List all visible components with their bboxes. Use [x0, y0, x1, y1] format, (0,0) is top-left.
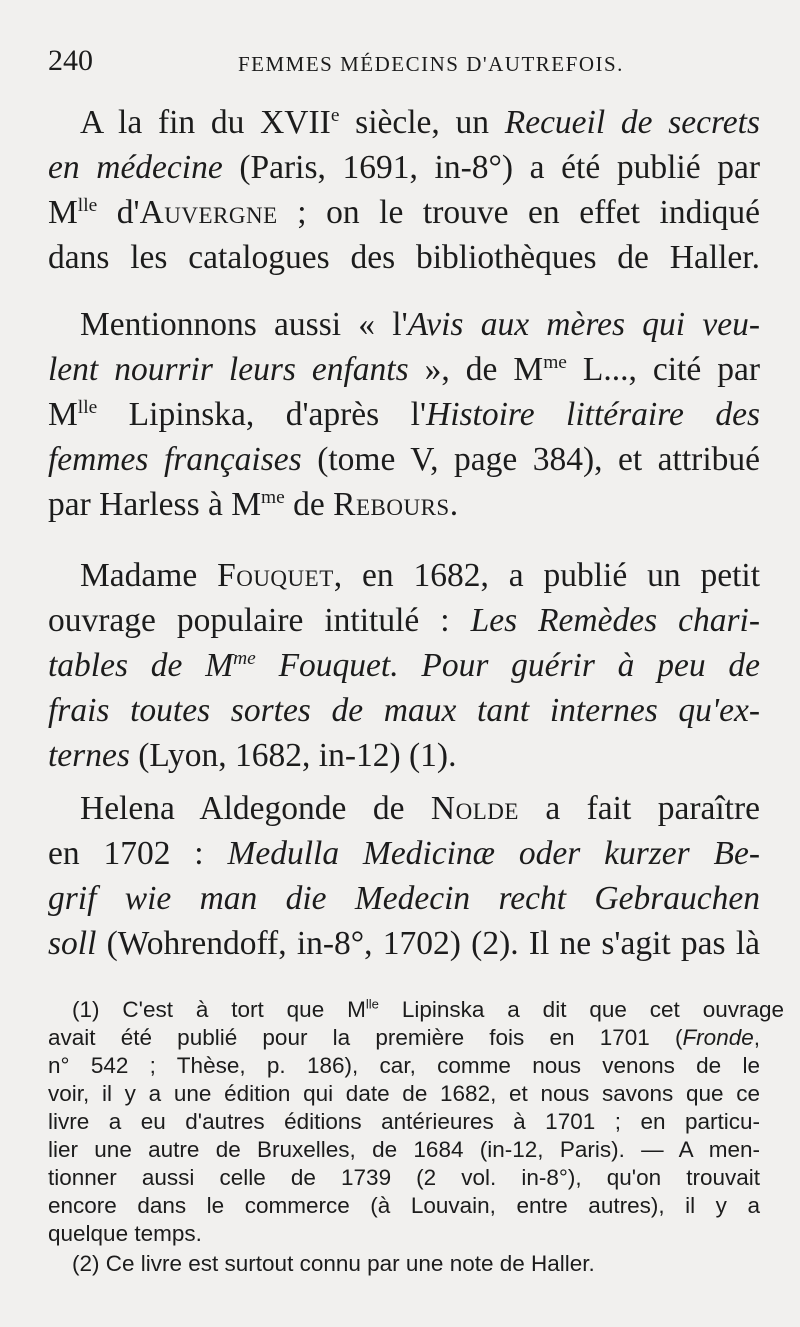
fn1-line-1: (1) C'est à tort que $M^{lle}$ Lipinska a dit que cet ouvrage: [72, 996, 784, 1022]
page-number: 240: [48, 44, 93, 77]
p3-line-3: tables de $M^{me}$ Fouquet. Pour guérir à peu de: [48, 647, 760, 684]
page-header: [48, 44, 760, 84]
fn1-line-3: n° 542 ; Thèse, p. 186), car, comme nous venons de le: [48, 1053, 760, 1078]
p4-line-1: Helena Aldegonde de Nolde a fait paraître: [80, 790, 760, 827]
p2-line-4: femmes françaises (tome V, page 384), et attribué: [48, 441, 760, 478]
fn1-line-6: lier une autre de Bruxelles, de 1684 (in-12, Paris). — A men-: [48, 1137, 760, 1162]
p1-line-3: $M^{lle}$ d'Auvergne ; on le trouve en effet indiqué: [48, 194, 760, 231]
p4-line-2: en 1702 : Medulla Medicinæ oder kurzer Be-: [48, 835, 761, 872]
p4-line-4: soll (Wohrendoff, in-8°, 1702) (2). Il ne s'agit pas là: [48, 925, 760, 962]
p2-line-3: $M^{lle}$ Lipinska, d'après l'Histoire littéraire des: [48, 396, 761, 433]
footnote-2: (2) Ce livre est surtout connu par une note de Haller.: [72, 1251, 595, 1276]
fn1-line-4: voir, il y a une édition qui date de 1682, et nous savons que ce: [48, 1081, 760, 1106]
paragraph-3: [48, 553, 760, 778]
paragraph-1: [48, 100, 760, 280]
p3-line-1: Madame Fouquet, en 1682, a publié un petit: [80, 557, 760, 594]
paragraph-2: [48, 302, 760, 527]
p2-line-2: lent nourrir leurs enfants », de $M^{me}$ L..., cité par: [48, 351, 760, 388]
p3-line-2: ouvrage populaire intitulé : Les Remèdes chari-: [48, 602, 760, 639]
fn1-line-2: avait été publié pour la première fois en 1701 (Fronde,: [48, 1025, 760, 1050]
fn1-line-9: quelque temps.: [48, 1221, 202, 1246]
fn1-line-5: livre a eu d'autres éditions antérieures à 1701 ; en particu-: [48, 1109, 760, 1134]
p2-line-5: par Harless à $M^{me}$ de Rebours.: [48, 486, 459, 523]
p1-line-4: dans les catalogues des bibliothèques de Haller.: [48, 239, 760, 276]
paragraph-4: [48, 786, 760, 966]
fn1-line-8: encore dans le commerce (à Louvain, entre autres), il y a: [48, 1193, 760, 1218]
running-title: FEMMES MÉDECINS D'AUTREFOIS.: [238, 52, 624, 76]
p2-line-1: Mentionnons aussi « l'Avis aux mères qui veu-: [80, 306, 760, 343]
p1-line-1: A la fin du XVIIe siècle, un Recueil de secrets: [80, 104, 761, 141]
fn1-line-7: tionner aussi celle de 1739 (2 vol. in-8°), qu'on trouvait: [48, 1165, 760, 1190]
p3-line-4: frais toutes sortes de maux tant internes qu'ex-: [48, 692, 760, 729]
p4-line-3: grif wie man die Medecin recht Gebrauchen: [48, 880, 760, 917]
p3-line-5: ternes (Lyon, 1682, in-12) (1).: [48, 737, 457, 774]
p1-line-2: en médecine (Paris, 1691, in-8°) a été publié par: [48, 149, 760, 186]
